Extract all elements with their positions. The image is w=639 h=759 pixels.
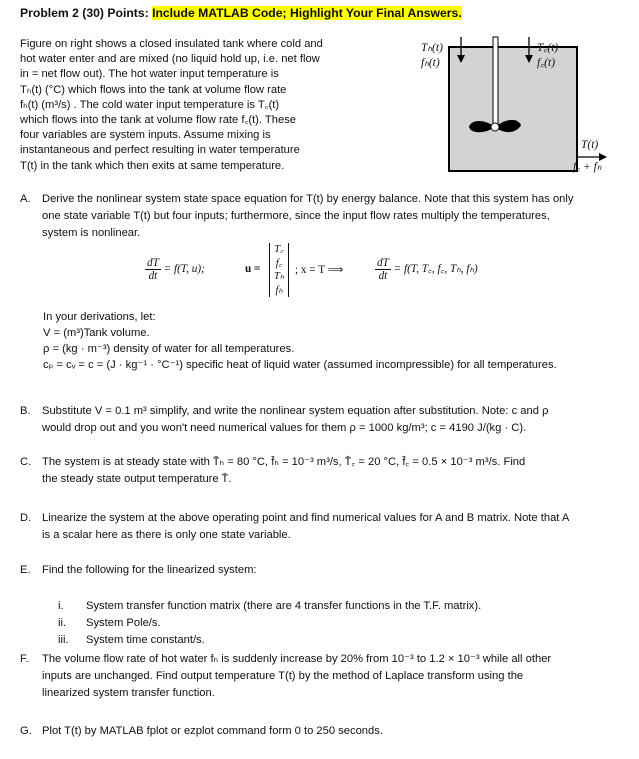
equation-right: [375, 257, 478, 282]
out-temp-label: T(t): [581, 139, 599, 151]
part-d-text: is a scalar here as there is only one state variable.: [42, 529, 291, 541]
part-e-text: Find the following for the linearized system:: [42, 564, 257, 576]
part-c-text: the steady state output temperature T̄.: [42, 473, 232, 485]
input-vector: [269, 243, 289, 297]
derivation-definitions: [43, 309, 557, 373]
intro-line: T(t) in the tank which then exits at same temperature.: [20, 159, 285, 172]
equation-numerator: dT: [147, 257, 159, 269]
equation-numerator: dT: [377, 257, 389, 269]
equation-denominator: dt: [378, 270, 388, 282]
equation-f-right: = f(T, T꜀, f꜀, Tₕ, fₕ): [393, 263, 478, 276]
part-f-text: linearized system transfer function.: [42, 687, 215, 699]
equation-left: [145, 257, 205, 282]
equation-denominator: dt: [148, 270, 158, 282]
title-highlight: Include MATLAB Code; Highlight Your Final Answers.: [152, 6, 462, 20]
part-b-text: Substitute V = 0.1 m³ simplify, and write the nonlinear system equation after substitution. Note: c and ρ: [42, 405, 549, 417]
vector-entry: Tₕ: [274, 271, 285, 282]
part-f-label: F.: [20, 653, 29, 665]
vector-entry: fₕ: [275, 284, 283, 296]
part-d: [20, 510, 620, 544]
part-f-text: The volume flow rate of hot water fₕ is suddenly increase by 20% from 10⁻³ to 1.2 × 10⁻³ while all other: [42, 653, 552, 665]
deriv-specific-heat: cₚ = cᵥ = c = (J · kg⁻¹ · °C⁻¹) specific heat of liquid water (assumed incompressible) for all temperatures.: [43, 359, 557, 371]
cold-flow-label: f꜀(t): [537, 57, 556, 69]
stirrer-shaft: [493, 37, 498, 125]
part-b: [20, 403, 620, 437]
cold-input-labels: [537, 41, 558, 71]
part-c-text: The system is at steady state with T̄ₕ = 80 °C, f̄ₕ = 10⁻³ m³/s, T̄꜀ = 20 °C, f̄꜀ = 0.5 × 10⁻³ m³/s. Find: [42, 456, 526, 468]
intro-line: hot water enter and are mixed (no liquid hold up, i.e. net flow: [20, 53, 320, 66]
list-item: i. System transfer function matrix (there are 4 transfer functions in the T.F. matrix).: [58, 600, 482, 612]
part-g: [20, 723, 620, 740]
deriv-intro: In your derivations, let:: [43, 311, 156, 323]
part-g-label: G.: [20, 725, 32, 737]
part-a: [20, 191, 620, 242]
intro-line: Tₕ(t) (°C) which flows into the tank at volume flow rate: [20, 83, 287, 96]
intro-line: which flows into the tank at volume flow rate f꜀(t). These: [20, 114, 297, 127]
list-item: ii. System Pole/s.: [58, 617, 161, 629]
cold-temp-label: T꜀(t): [537, 42, 559, 54]
part-e: [20, 562, 620, 579]
hot-temp-label: Tₕ(t): [421, 42, 443, 54]
impeller-hub: [491, 123, 499, 131]
part-c: [20, 454, 620, 488]
out-flow-label: f꜀ + fₕ: [573, 161, 602, 173]
intro-line: four variables are system inputs. Assume mixing is: [20, 129, 271, 142]
part-e-list: [58, 598, 481, 649]
equation-f-left: = f(T, u);: [163, 263, 205, 276]
hot-input-labels: [421, 41, 443, 71]
deriv-volume: V = (m³)Tank volume.: [43, 327, 150, 339]
deriv-density: ρ = (kg · m⁻³) density of water for all temperatures.: [43, 343, 295, 355]
part-f-text: inputs are unchanged. Find output temperature T(t) by the method of Laplace transform using the: [42, 670, 524, 682]
part-c-label: C.: [20, 456, 32, 468]
intro-line: Figure on right shows a closed insulated tank where cold and: [20, 38, 323, 50]
equation-u-eq: u =: [245, 263, 261, 275]
intro-line: instantaneous and perfect resulting in water temperature: [20, 144, 300, 157]
part-a-text: one state variable T(t) but four inputs; furthermore, since the input flow rates multiply the temperatures,: [42, 210, 550, 222]
part-g-text: Plot T(t) by MATLAB fplot or ezplot command form 0 to 250 seconds.: [42, 725, 383, 737]
equation-x-eq: ; x = T ⟹: [295, 264, 344, 276]
title-prefix: Problem 2 (30) Points:: [20, 6, 153, 20]
part-d-label: D.: [20, 512, 32, 524]
part-f: [20, 651, 620, 702]
problem-title: [20, 6, 462, 20]
vector-entry: T꜀: [274, 244, 284, 255]
state-equation: [135, 243, 555, 301]
intro-line: fₕ(t) (m³/s) . The cold water input temperature is T꜀(t): [20, 98, 280, 111]
part-a-text: Derive the nonlinear system state space equation for T(t) by energy balance. Note that this system has only: [42, 193, 574, 205]
part-b-text: would drop out and you won't need numerical values for them ρ = 1000 kg/m³; c = 4190 J/(kg · C).: [42, 422, 527, 434]
list-item: iii. System time constant/s.: [58, 634, 205, 646]
part-a-label: A.: [20, 193, 31, 205]
part-e-label: E.: [20, 564, 31, 576]
intro-paragraph: [20, 37, 355, 174]
vector-entry: f꜀: [275, 257, 283, 269]
part-d-text: Linearize the system at the above operating point and find numerical values for A and B matrix. Note that A: [42, 512, 570, 524]
part-a-text: system is nonlinear.: [42, 227, 141, 239]
hot-flow-label: fₕ(t): [421, 57, 440, 69]
intro-line: in = net flow out). The hot water input temperature is: [20, 68, 279, 81]
tank-diagram: [405, 35, 615, 175]
part-b-label: B.: [20, 405, 31, 417]
